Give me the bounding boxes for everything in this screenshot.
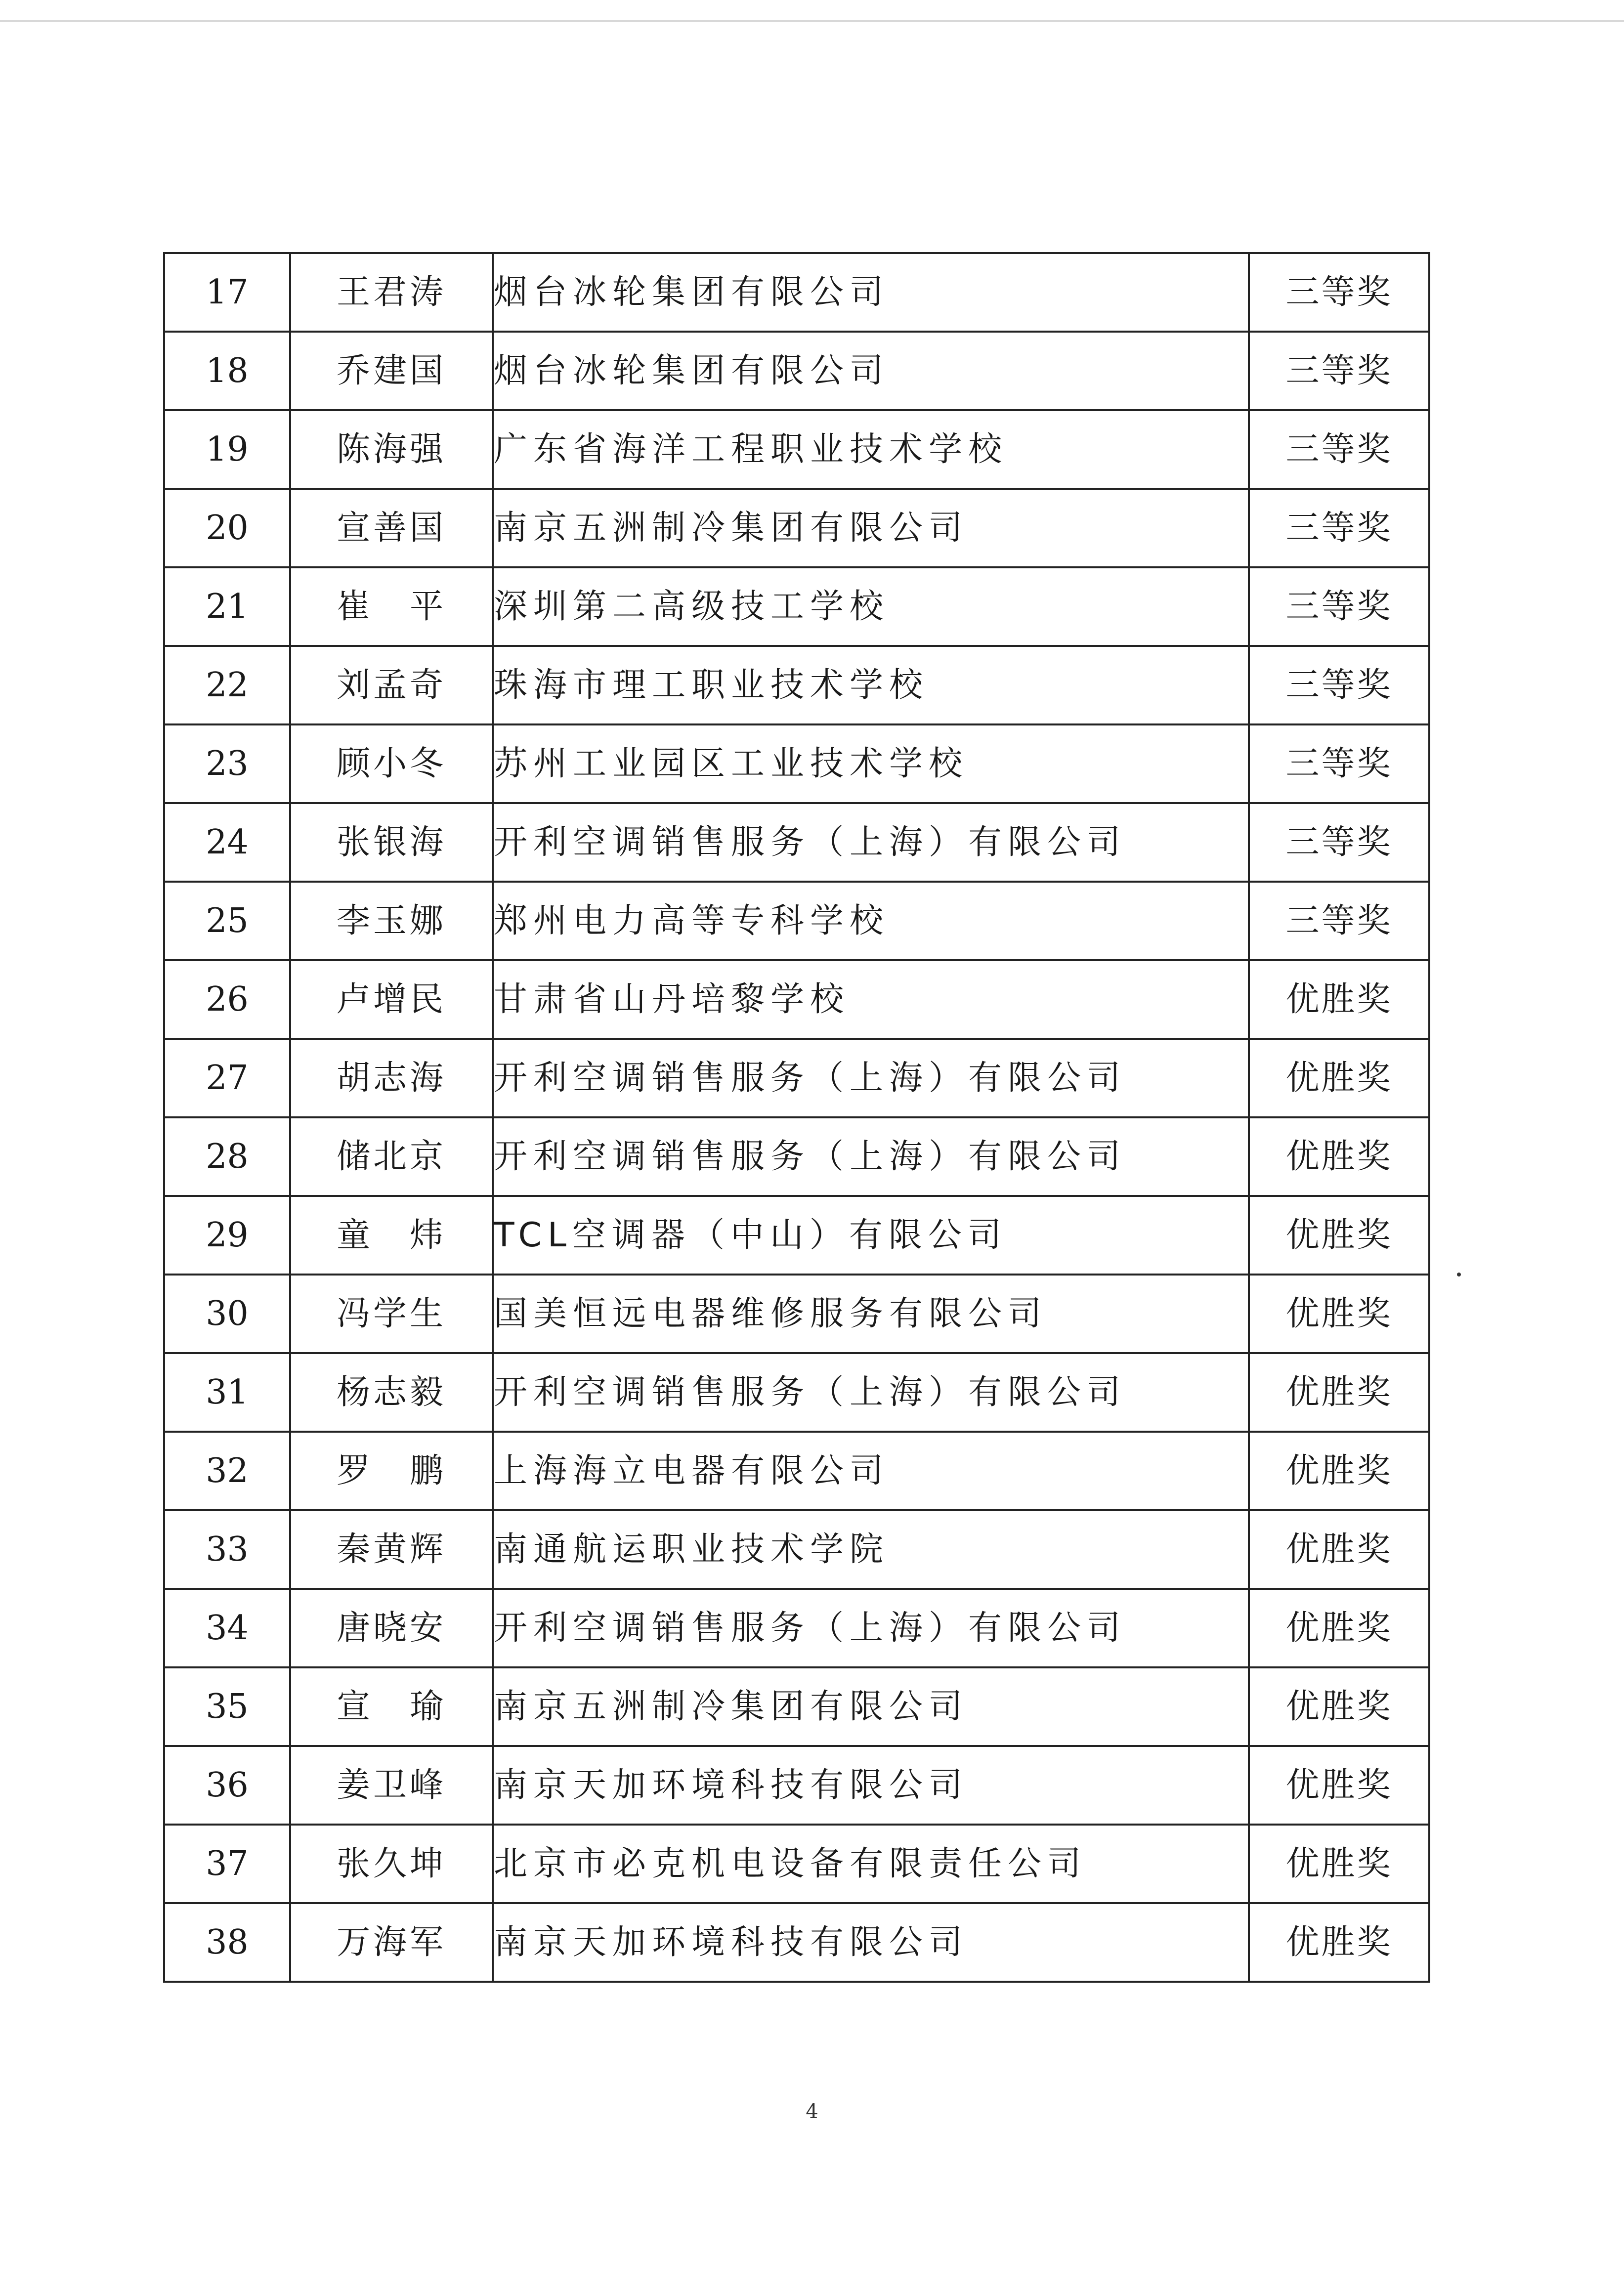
row-number: 38 <box>164 1903 290 1982</box>
organization-name: 郑州电力高等专科学校 <box>493 882 1249 960</box>
table-row <box>164 882 1429 960</box>
table-row <box>164 724 1429 803</box>
table-row <box>164 960 1429 1039</box>
table-row <box>164 646 1429 724</box>
award-level: 优胜奖 <box>1249 1117 1429 1196</box>
row-number: 31 <box>164 1353 290 1432</box>
scan-speck <box>1457 1273 1461 1276</box>
organization-name: TCL空调器（中山）有限公司 <box>493 1196 1249 1275</box>
row-number: 34 <box>164 1589 290 1667</box>
award-level: 优胜奖 <box>1249 1510 1429 1589</box>
row-number: 19 <box>164 410 290 489</box>
winner-name: 万海军 <box>290 1903 493 1982</box>
organization-name: 广东省海洋工程职业技术学校 <box>493 410 1249 489</box>
winner-name: 崔 平 <box>290 567 493 646</box>
row-number: 17 <box>164 253 290 332</box>
award-level: 优胜奖 <box>1249 1432 1429 1510</box>
award-level: 优胜奖 <box>1249 1275 1429 1353</box>
award-level: 优胜奖 <box>1249 1039 1429 1117</box>
table-row <box>164 1825 1429 1903</box>
organization-name: 南京天加环境科技有限公司 <box>493 1746 1249 1825</box>
winner-name: 罗 鹏 <box>290 1432 493 1510</box>
winner-name: 童 炜 <box>290 1196 493 1275</box>
organization-name: 开利空调销售服务（上海）有限公司 <box>493 1589 1249 1667</box>
organization-name: 开利空调销售服务（上海）有限公司 <box>493 803 1249 882</box>
row-number: 37 <box>164 1825 290 1903</box>
table-row <box>164 1196 1429 1275</box>
row-number: 27 <box>164 1039 290 1117</box>
awards-table-body <box>164 253 1429 1982</box>
organization-name: 烟台冰轮集团有限公司 <box>493 253 1249 332</box>
table-row <box>164 253 1429 332</box>
organization-name: 甘肃省山丹培黎学校 <box>493 960 1249 1039</box>
table-row <box>164 1039 1429 1117</box>
table-row <box>164 410 1429 489</box>
organization-name: 深圳第二高级技工学校 <box>493 567 1249 646</box>
winner-name: 冯学生 <box>290 1275 493 1353</box>
winner-name: 储北京 <box>290 1117 493 1196</box>
organization-name: 珠海市理工职业技术学校 <box>493 646 1249 724</box>
award-level: 三等奖 <box>1249 803 1429 882</box>
winner-name: 宣 瑜 <box>290 1667 493 1746</box>
organization-name: 南京五洲制冷集团有限公司 <box>493 489 1249 567</box>
organization-name: 南通航运职业技术学院 <box>493 1510 1249 1589</box>
organization-name: 南京五洲制冷集团有限公司 <box>493 1667 1249 1746</box>
row-number: 26 <box>164 960 290 1039</box>
row-number: 35 <box>164 1667 290 1746</box>
awards-table-container <box>163 252 1428 1983</box>
winner-name: 胡志海 <box>290 1039 493 1117</box>
table-row <box>164 1117 1429 1196</box>
row-number: 32 <box>164 1432 290 1510</box>
row-number: 23 <box>164 724 290 803</box>
table-row <box>164 1903 1429 1982</box>
winner-name: 秦黄辉 <box>290 1510 493 1589</box>
table-row <box>164 567 1429 646</box>
award-level: 三等奖 <box>1249 410 1429 489</box>
organization-name: 开利空调销售服务（上海）有限公司 <box>493 1039 1249 1117</box>
awards-table <box>163 252 1430 1983</box>
organization-name: 开利空调销售服务（上海）有限公司 <box>493 1353 1249 1432</box>
award-level: 三等奖 <box>1249 253 1429 332</box>
organization-name: 南京天加环境科技有限公司 <box>493 1903 1249 1982</box>
scan-edge-line <box>0 20 1624 22</box>
award-level: 优胜奖 <box>1249 1589 1429 1667</box>
winner-name: 乔建国 <box>290 332 493 410</box>
organization-name: 上海海立电器有限公司 <box>493 1432 1249 1510</box>
award-level: 优胜奖 <box>1249 1903 1429 1982</box>
winner-name: 王君涛 <box>290 253 493 332</box>
row-number: 33 <box>164 1510 290 1589</box>
table-row <box>164 1353 1429 1432</box>
award-level: 三等奖 <box>1249 489 1429 567</box>
award-level: 三等奖 <box>1249 332 1429 410</box>
award-level: 三等奖 <box>1249 567 1429 646</box>
winner-name: 姜卫峰 <box>290 1746 493 1825</box>
table-row <box>164 1510 1429 1589</box>
row-number: 29 <box>164 1196 290 1275</box>
row-number: 25 <box>164 882 290 960</box>
winner-name: 陈海强 <box>290 410 493 489</box>
winner-name: 宣善国 <box>290 489 493 567</box>
row-number: 30 <box>164 1275 290 1353</box>
table-row <box>164 332 1429 410</box>
award-level: 优胜奖 <box>1249 960 1429 1039</box>
table-row <box>164 1589 1429 1667</box>
row-number: 36 <box>164 1746 290 1825</box>
table-row <box>164 1432 1429 1510</box>
row-number: 18 <box>164 332 290 410</box>
winner-name: 杨志毅 <box>290 1353 493 1432</box>
winner-name: 张银海 <box>290 803 493 882</box>
award-level: 优胜奖 <box>1249 1196 1429 1275</box>
row-number: 20 <box>164 489 290 567</box>
row-number: 24 <box>164 803 290 882</box>
award-level: 三等奖 <box>1249 724 1429 803</box>
row-number: 28 <box>164 1117 290 1196</box>
winner-name: 刘孟奇 <box>290 646 493 724</box>
table-row <box>164 1667 1429 1746</box>
award-level: 优胜奖 <box>1249 1667 1429 1746</box>
award-level: 优胜奖 <box>1249 1746 1429 1825</box>
award-level: 三等奖 <box>1249 882 1429 960</box>
table-row <box>164 1746 1429 1825</box>
table-row <box>164 803 1429 882</box>
winner-name: 张久坤 <box>290 1825 493 1903</box>
winner-name: 唐晓安 <box>290 1589 493 1667</box>
row-number: 21 <box>164 567 290 646</box>
row-number: 22 <box>164 646 290 724</box>
organization-name: 开利空调销售服务（上海）有限公司 <box>493 1117 1249 1196</box>
organization-name: 国美恒远电器维修服务有限公司 <box>493 1275 1249 1353</box>
winner-name: 李玉娜 <box>290 882 493 960</box>
organization-name: 北京市必克机电设备有限责任公司 <box>493 1825 1249 1903</box>
organization-name: 烟台冰轮集团有限公司 <box>493 332 1249 410</box>
award-level: 优胜奖 <box>1249 1825 1429 1903</box>
table-row <box>164 489 1429 567</box>
winner-name: 顾小冬 <box>290 724 493 803</box>
award-level: 三等奖 <box>1249 646 1429 724</box>
winner-name: 卢增民 <box>290 960 493 1039</box>
table-row <box>164 1275 1429 1353</box>
award-level: 优胜奖 <box>1249 1353 1429 1432</box>
page-number: 4 <box>806 2100 818 2123</box>
organization-name: 苏州工业园区工业技术学校 <box>493 724 1249 803</box>
